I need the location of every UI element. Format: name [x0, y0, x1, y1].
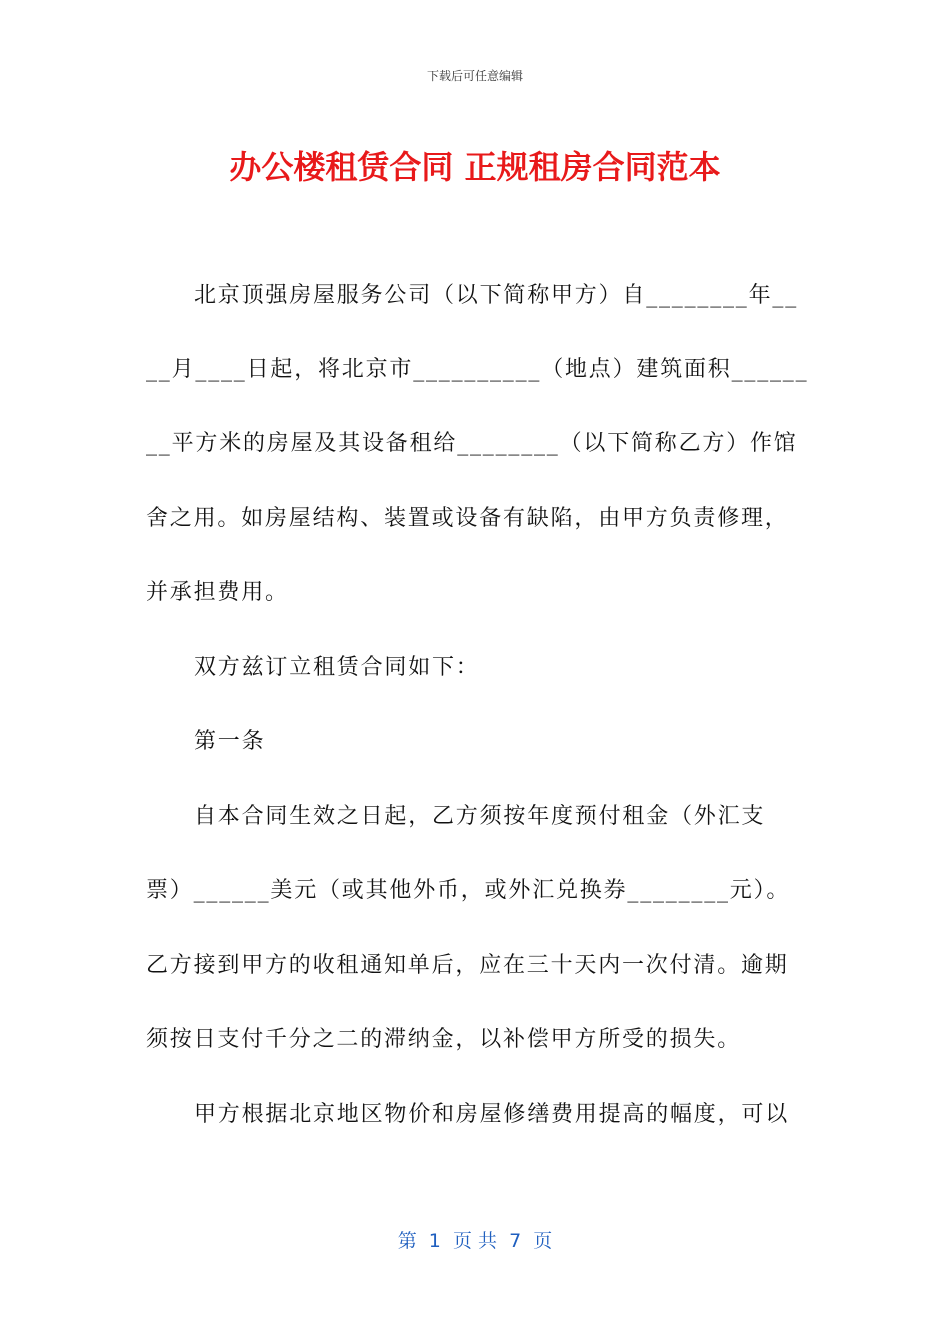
body-line-8: 自本合同生效之日起，乙方须按年度预付租金（外汇支	[194, 804, 766, 829]
document-title: 办公楼租赁合同 正规租房合同范本	[229, 148, 721, 186]
body-line-10: 乙方接到甲方的收租通知单后，应在三十天内一次付清。逾期	[146, 953, 789, 978]
body-line-4: 舍之用。如房屋结构、装置或设备有缺陷，由甲方负责修理，	[146, 506, 789, 531]
body-line-5: 并承担费用。	[146, 580, 289, 605]
body-line-1: 北京顶强房屋服务公司（以下简称甲方）自________年__	[194, 283, 799, 308]
page-number-footer: 第 1 页 共 7 页	[397, 1230, 553, 1252]
body-line-6: 双方兹订立租赁合同如下：	[194, 655, 480, 680]
header-note: 下载后可任意编辑	[426, 69, 523, 83]
body-line-3: __平方米的房屋及其设备租给________（以下简称乙方）作馆	[146, 431, 798, 456]
article-heading: 第一条	[194, 729, 266, 754]
body-line-9: 票）______美元（或其他外币，或外汇兑换券________元）。	[146, 878, 791, 903]
body-line-11: 须按日支付千分之二的滞纳金，以补偿甲方所受的损失。	[146, 1027, 742, 1052]
body-line-2: __月____日起，将北京市__________（地点）建筑面积______	[146, 357, 809, 382]
body-line-12: 甲方根据北京地区物价和房屋修缮费用提高的幅度，可以	[194, 1102, 790, 1127]
